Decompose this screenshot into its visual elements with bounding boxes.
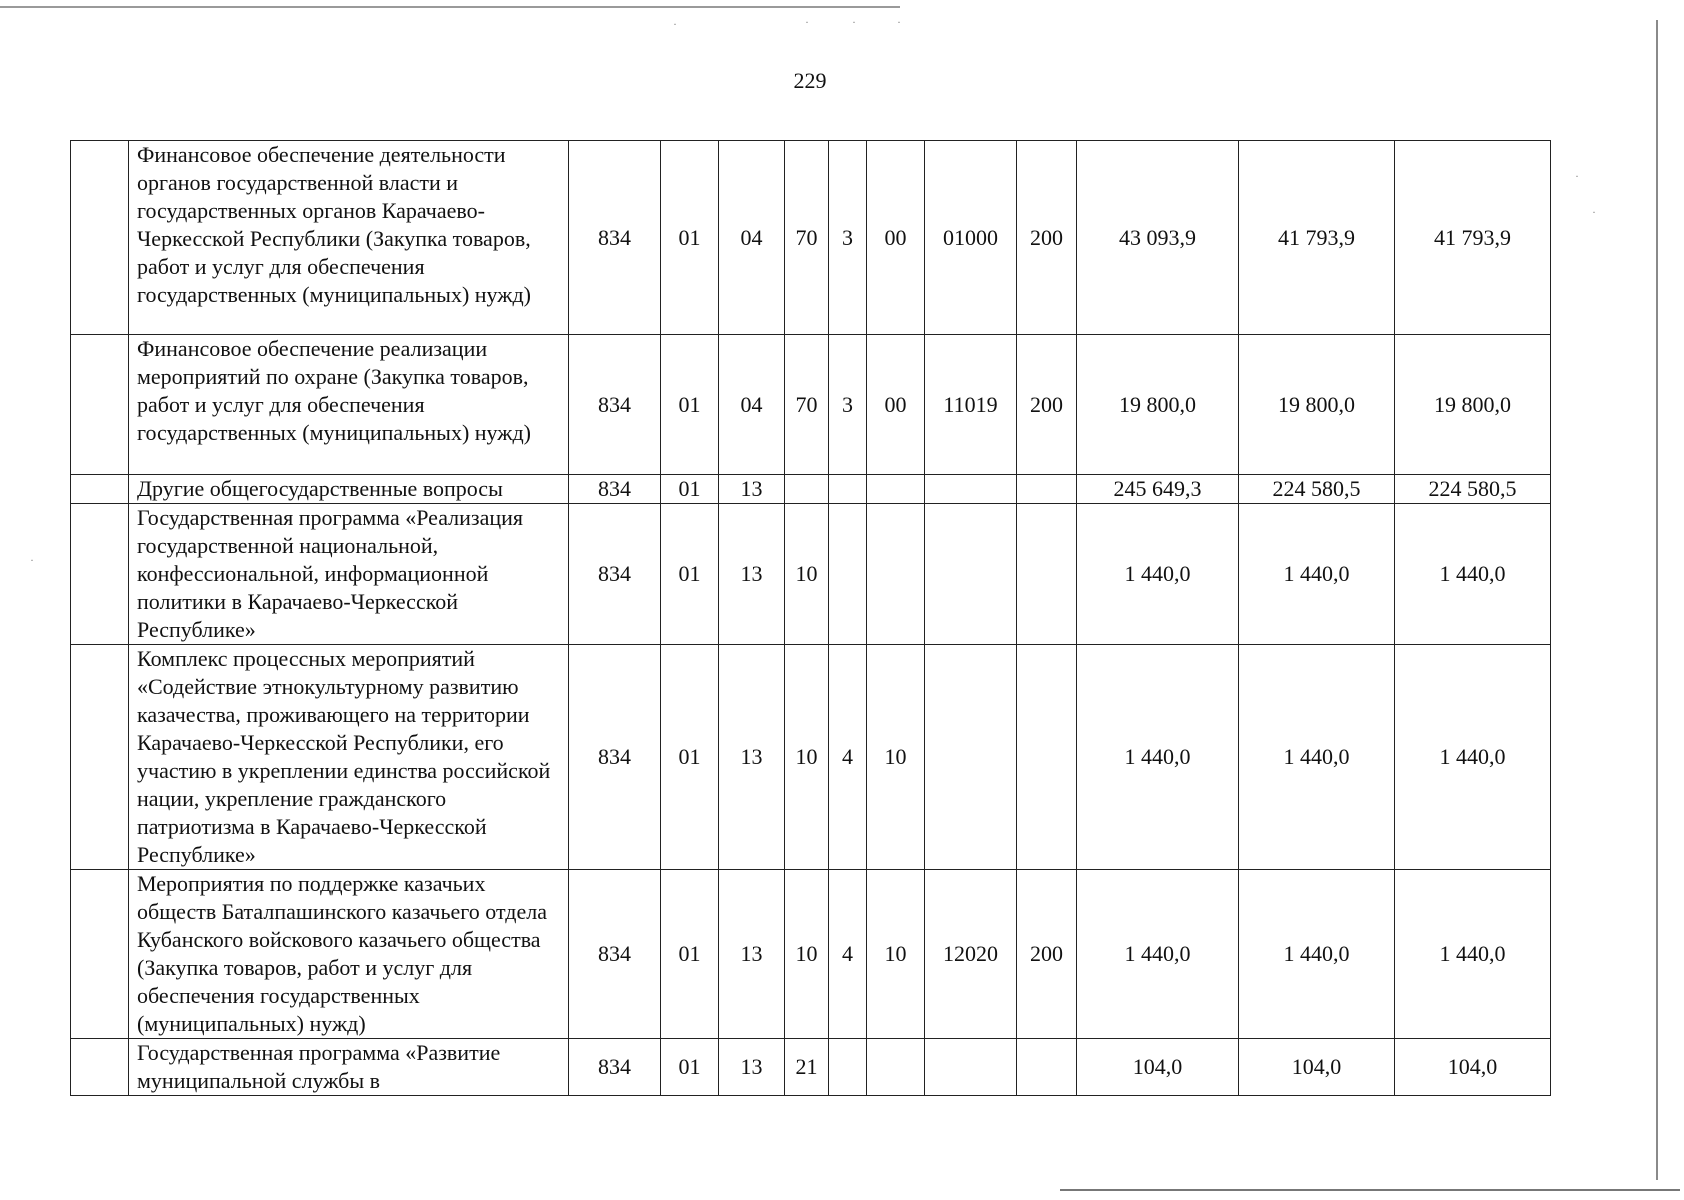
sum-year1-cell: 43 093,9: [1077, 141, 1239, 335]
csr-direction-cell: [925, 645, 1017, 870]
csr-program-cell: 21: [785, 1039, 829, 1096]
csr-complex-cell: 00: [867, 335, 925, 475]
csr-direction-cell: 01000: [925, 141, 1017, 335]
pr-cell: 13: [719, 1039, 785, 1096]
csr-direction-cell: [925, 504, 1017, 645]
scan-speck: ·: [30, 553, 34, 567]
vr-cell: 200: [1017, 870, 1077, 1039]
csr-direction-cell: [925, 475, 1017, 504]
description-cell: Финансовое обеспечение деятельности органов государственной власти и государственных органов Карачаево-Черкесской Республики (Закупка товаров, работ и услуг для обеспечения государственных (муниципальных) нужд): [129, 141, 569, 335]
csr-program-cell: 70: [785, 335, 829, 475]
table-row: [71, 645, 1551, 870]
csr-type-cell: 4: [829, 645, 867, 870]
scan-speck: ·: [1575, 169, 1579, 183]
pr-cell: 04: [719, 335, 785, 475]
scan-speck: ·: [852, 15, 856, 29]
scan-edge-bottom: [1060, 1189, 1680, 1191]
csr-type-cell: [829, 1039, 867, 1096]
csr-type-cell: 4: [829, 870, 867, 1039]
csr-program-cell: 10: [785, 870, 829, 1039]
rz-cell: 01: [661, 475, 719, 504]
row-number-cell: [71, 645, 129, 870]
table-row: [71, 1039, 1551, 1096]
vr-cell: [1017, 645, 1077, 870]
ved-cell: 834: [569, 475, 661, 504]
vr-cell: 200: [1017, 141, 1077, 335]
ved-cell: 834: [569, 1039, 661, 1096]
ved-cell: 834: [569, 141, 661, 335]
sum-year2-cell: 41 793,9: [1239, 141, 1395, 335]
sum-year2-cell: 104,0: [1239, 1039, 1395, 1096]
sum-year1-cell: 19 800,0: [1077, 335, 1239, 475]
csr-type-cell: 3: [829, 141, 867, 335]
scan-edge-right: [1656, 20, 1658, 1180]
csr-type-cell: [829, 475, 867, 504]
csr-type-cell: 3: [829, 335, 867, 475]
sum-year3-cell: 104,0: [1395, 1039, 1551, 1096]
description-cell: Государственная программа «Развитие муниципальной службы в: [129, 1039, 569, 1096]
vr-cell: [1017, 1039, 1077, 1096]
table-row: [71, 335, 1551, 475]
vr-cell: 200: [1017, 335, 1077, 475]
sum-year3-cell: 1 440,0: [1395, 504, 1551, 645]
sum-year3-cell: 1 440,0: [1395, 645, 1551, 870]
csr-direction-cell: 11019: [925, 335, 1017, 475]
rz-cell: 01: [661, 141, 719, 335]
sum-year2-cell: 1 440,0: [1239, 504, 1395, 645]
ved-cell: 834: [569, 870, 661, 1039]
row-number-cell: [71, 475, 129, 504]
ved-cell: 834: [569, 504, 661, 645]
vr-cell: [1017, 475, 1077, 504]
table-row: [71, 141, 1551, 335]
sum-year1-cell: 1 440,0: [1077, 870, 1239, 1039]
page-number: 229: [793, 68, 827, 93]
sum-year3-cell: 41 793,9: [1395, 141, 1551, 335]
pr-cell: 13: [719, 645, 785, 870]
table-row: [71, 475, 1551, 504]
scan-speck: ·: [897, 15, 901, 29]
description-cell: Государственная программа «Реализация государственной национальной, конфессиональной, информационной политики в Карачаево-Черкесской Республике»: [129, 504, 569, 645]
csr-direction-cell: 12020: [925, 870, 1017, 1039]
csr-program-cell: [785, 475, 829, 504]
ved-cell: 834: [569, 335, 661, 475]
csr-complex-cell: 10: [867, 870, 925, 1039]
sum-year1-cell: 1 440,0: [1077, 504, 1239, 645]
csr-complex-cell: [867, 504, 925, 645]
sum-year2-cell: 1 440,0: [1239, 870, 1395, 1039]
sum-year1-cell: 1 440,0: [1077, 645, 1239, 870]
csr-complex-cell: 10: [867, 645, 925, 870]
description-cell: Комплекс процессных мероприятий «Содействие этнокультурному развитию казачества, проживающего на территории Карачаево-Черкесской Республики, его участию в укреплении единства российской нации, укрепление гражданского патриотизма в Карачаево-Черкесской Республике»: [129, 645, 569, 870]
row-number-cell: [71, 504, 129, 645]
row-number-cell: [71, 1039, 129, 1096]
vr-cell: [1017, 504, 1077, 645]
scan-speck: ·: [673, 17, 677, 31]
sum-year2-cell: 1 440,0: [1239, 645, 1395, 870]
scan-speck: ·: [1592, 205, 1596, 219]
sum-year1-cell: 104,0: [1077, 1039, 1239, 1096]
csr-program-cell: 10: [785, 645, 829, 870]
sum-year3-cell: 1 440,0: [1395, 870, 1551, 1039]
rz-cell: 01: [661, 645, 719, 870]
pr-cell: 04: [719, 141, 785, 335]
rz-cell: 01: [661, 504, 719, 645]
scan-edge-top: [0, 6, 900, 8]
sum-year3-cell: 19 800,0: [1395, 335, 1551, 475]
pr-cell: 13: [719, 870, 785, 1039]
description-cell: Другие общегосударственные вопросы: [129, 475, 569, 504]
csr-type-cell: [829, 504, 867, 645]
csr-complex-cell: [867, 475, 925, 504]
row-number-cell: [71, 870, 129, 1039]
csr-program-cell: 70: [785, 141, 829, 335]
description-cell: Финансовое обеспечение реализации мероприятий по охране (Закупка товаров, работ и услуг для обеспечения государственных (муниципальных) нужд): [129, 335, 569, 475]
row-number-cell: [71, 335, 129, 475]
budget-table: [70, 140, 1551, 1096]
sum-year2-cell: 224 580,5: [1239, 475, 1395, 504]
table-row: [71, 504, 1551, 645]
ved-cell: 834: [569, 645, 661, 870]
csr-complex-cell: 00: [867, 141, 925, 335]
csr-complex-cell: [867, 1039, 925, 1096]
sum-year2-cell: 19 800,0: [1239, 335, 1395, 475]
description-cell: Мероприятия по поддержке казачьих обществ Баталпашинского казачьего отдела Кубанского войскового казачьего общества (Закупка товаров, работ и услуг для обеспечения государственных (муниципальных) нужд): [129, 870, 569, 1039]
row-number-cell: [71, 141, 129, 335]
pr-cell: 13: [719, 504, 785, 645]
table-row: [71, 870, 1551, 1039]
csr-direction-cell: [925, 1039, 1017, 1096]
rz-cell: 01: [661, 1039, 719, 1096]
sum-year1-cell: 245 649,3: [1077, 475, 1239, 504]
rz-cell: 01: [661, 870, 719, 1039]
sum-year3-cell: 224 580,5: [1395, 475, 1551, 504]
rz-cell: 01: [661, 335, 719, 475]
csr-program-cell: 10: [785, 504, 829, 645]
pr-cell: 13: [719, 475, 785, 504]
scan-speck: ·: [805, 15, 809, 29]
